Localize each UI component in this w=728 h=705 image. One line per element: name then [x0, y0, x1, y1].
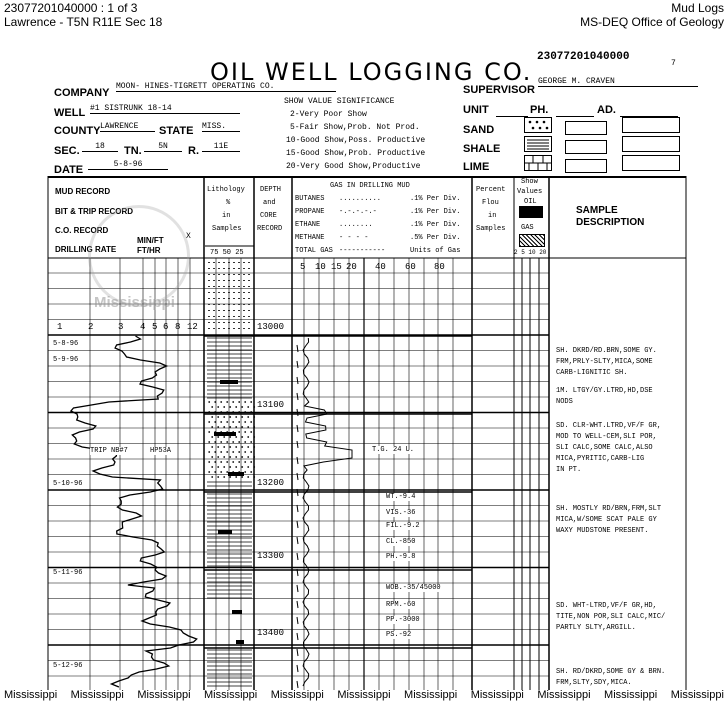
gas-row-name: PROPANE	[295, 208, 325, 216]
depth-header: RECORD	[257, 225, 283, 233]
mud-record-header: MUD RECORD	[55, 187, 111, 196]
supervisor-value: GEORGE M. CRAVEN	[538, 77, 698, 87]
depth-label: 13400	[257, 628, 285, 638]
state-value: MISS.	[202, 122, 240, 132]
date-marker: 5-12-96	[53, 662, 83, 670]
company-logo-title: OIL WELL LOGGING CO.	[210, 58, 533, 86]
depth-label: 13000	[257, 322, 285, 332]
rate-scale-tick: 12	[187, 322, 198, 332]
gas-scale-tick: 40	[375, 262, 386, 272]
x-mark: X	[186, 232, 191, 241]
footer-word: Mississippi	[404, 689, 458, 701]
gas-scale-tick: 60	[405, 262, 416, 272]
show-sig-item: 10-Good Show,Poss. Productive	[286, 136, 426, 145]
supervisor-label: SUPERVISOR	[463, 84, 535, 96]
rate-scale-tick: 2	[88, 322, 94, 332]
r-label: R.	[188, 145, 199, 157]
lithology-header: Lithology	[207, 186, 245, 194]
footer-word: Mississippi	[270, 689, 324, 701]
gas-row-name: BUTANES	[295, 195, 325, 203]
well-label: WELL	[54, 107, 86, 119]
county-value: LAWRENCE	[100, 122, 155, 132]
show-sig-item: 15-Good Show,Prob. Productive	[286, 149, 426, 158]
depth-label: 13100	[257, 400, 285, 410]
well-location: Lawrence - T5N R11E Sec 18	[4, 15, 163, 29]
gas-scale-tick: 15	[331, 262, 342, 272]
gas-row-name: TOTAL GAS	[295, 247, 333, 255]
drilling-parameter: PP.-3000	[386, 616, 420, 624]
rate-scale-tick: 3	[118, 322, 124, 332]
date-marker: 5-9-96	[53, 356, 79, 364]
gas-label: GAS	[521, 224, 534, 232]
api-number: 23077201040000	[537, 51, 630, 63]
ph-label: PH.	[530, 104, 549, 116]
ft-hr-label: FT/HR	[137, 246, 161, 255]
gas-scale-tick: 10	[315, 262, 326, 272]
date-marker: 5-11-96	[53, 569, 83, 577]
show-sig-item: 5-Fair Show,Prob. Not Prod.	[290, 123, 420, 132]
county-label: COUNTY	[54, 125, 101, 137]
document-id-pages: 23077201040000 : 1 of 3	[4, 1, 138, 15]
sample-description: 1M. LTGY/GY.LTRD,HD,DSE NODS	[556, 387, 653, 406]
state-label: STATE	[159, 125, 194, 137]
gas-row-line: ..........	[339, 195, 382, 203]
sample-description: SD. WHT-LTRD,VF/F GR,HD, TITE,NON POR,SLI CALC,MIC/ PARTLY SLTY,ARGILL.	[556, 602, 666, 632]
footer-word: Mississippi	[70, 689, 124, 701]
depth-label: 13200	[257, 478, 285, 488]
watermark-seal-icon	[88, 205, 190, 307]
gas-row-line: -.-.-.-.-	[339, 208, 377, 216]
lithology-header: %	[226, 199, 231, 207]
gas-row-name: METHANE	[295, 234, 325, 242]
sec-value: 18	[82, 142, 118, 152]
gas-row-line: ........	[339, 221, 373, 229]
rate-scale-tick: 5	[152, 322, 158, 332]
drilling-parameter: PS.-92	[386, 631, 412, 639]
drilling-parameter: WOB.-35/45000	[386, 584, 441, 592]
percent-flou-header: in	[488, 212, 497, 220]
bit-trip-header: BIT & TRIP RECORD	[55, 207, 134, 216]
show-sig-item: 20-Very Good Show,Productive	[286, 162, 421, 171]
lithology-scale: 75 50 25	[210, 249, 244, 257]
mud-property: CL.-850	[386, 538, 416, 546]
shale-label: SHALE	[463, 143, 501, 155]
sand-label: SAND	[463, 124, 495, 136]
percent-flou-header: Flou	[482, 199, 499, 207]
show-scale: 2 5 10 20	[514, 249, 547, 256]
gas-row-name: ETHANE	[295, 221, 321, 229]
lithology-header: Samples	[212, 225, 242, 233]
well-value: #1 SISTRUNK 18-14	[90, 104, 240, 114]
footer-word: Mississippi	[470, 689, 524, 701]
sample-description: SH. RD/DKRD,SOME GY & BRN. FRM,SLTY,SDY,MICA.	[556, 668, 666, 687]
gas-row-line: -----------	[339, 247, 386, 255]
show-values-header: Show	[521, 178, 538, 186]
date-marker: 5-10-96	[53, 480, 83, 488]
mud-property: WT.-9.4	[386, 493, 416, 501]
watermark-text: Mississippi	[94, 294, 175, 311]
company-value: MOON- HINES-TIGRETT OPERATING CO.	[116, 82, 336, 92]
sample-description: SD. CLR-WHT.LTRD,VF/F GR, MOD TO WELL-CEM,SLI POR, SLI CALC,SOME CALC,ALSO MICA,PYRITIC,CARB-LIG IN PT.	[556, 422, 662, 474]
r-value: 11E	[202, 142, 240, 152]
gas-row-value: Units of Gas	[410, 247, 461, 255]
co-record-header: C.O. RECORD	[55, 226, 109, 235]
footer-word: Mississippi	[337, 689, 391, 701]
gas-row-value: .1% Per Div.	[410, 221, 461, 229]
drilling-parameter: RPM.-60	[386, 601, 416, 609]
depth-header: DEPTH	[260, 186, 282, 194]
gas-scale-tick: 5	[300, 262, 306, 272]
mud-property: VIS.-36	[386, 509, 416, 517]
date-value: 5-8-96	[88, 160, 168, 170]
document-type: Mud Logs	[671, 1, 724, 15]
footer-word: Mississippi	[137, 689, 191, 701]
sample-description: SH. DKRD/RD.BRN,SOME GY. FRM,PRLY-SLTY,MICA,SOME CARB-LIGNITIC SH.	[556, 347, 657, 377]
depth-label: 13300	[257, 551, 285, 561]
mud-property: FIL.-9.2	[386, 522, 420, 530]
unit-label: UNIT	[463, 104, 489, 116]
footer-watermark-row	[0, 689, 728, 705]
agency-name: MS-DEQ Office of Geology	[580, 15, 724, 29]
tn-value: 5N	[144, 142, 182, 152]
footer-word: Mississippi	[204, 689, 258, 701]
sample-description-header: SAMPLE	[576, 205, 618, 216]
show-significance-title: SHOW VALUE SIGNIFICANCE	[284, 97, 395, 106]
show-values-header: Values	[517, 188, 543, 196]
sec-label: SEC.	[54, 145, 80, 157]
mud-property: PH.-9.8	[386, 553, 416, 561]
gas-scale-tick: 20	[346, 262, 357, 272]
ad-label: AD.	[597, 104, 616, 116]
gas-title: GAS IN DRILLING MUD	[330, 182, 410, 190]
depth-header: and	[263, 199, 276, 207]
show-sig-item: 2-Very Poor Show	[290, 110, 367, 119]
lithology-header: in	[222, 212, 231, 220]
footer-word: Mississippi	[670, 689, 724, 701]
percent-flou-header: Percent	[476, 186, 506, 194]
footer-word: Mississippi	[4, 689, 58, 701]
rate-scale-tick: 8	[175, 322, 181, 332]
tn-label: TN.	[124, 145, 142, 157]
footer-word: Mississippi	[604, 689, 658, 701]
corner-number: 7	[671, 59, 676, 68]
sample-description: SH. MOSTLY RD/BRN,FRM,SLT MICA,W/SOME SCAT PALE GY WAXY MUDSTONE PRESENT.	[556, 505, 662, 535]
min-ft-label: MIN/FT	[137, 236, 164, 245]
rate-scale-tick: 4	[140, 322, 146, 332]
trip-note: TRIP NB#7	[90, 447, 128, 455]
rate-scale-tick: 1	[57, 322, 63, 332]
gas-row-value: .1% Per Div.	[410, 195, 461, 203]
gas-row-value: .5% Per Div.	[410, 234, 461, 242]
total-gas-note: T.G. 24 U.	[372, 446, 415, 454]
gas-row-line: - - - -	[339, 234, 369, 242]
gas-row-value: .1% Per Div.	[410, 208, 461, 216]
date-marker: 5-8-96	[53, 340, 79, 348]
bit-note: HP53A	[150, 447, 172, 455]
footer-word: Mississippi	[537, 689, 591, 701]
drilling-rate-header: DRILLING RATE	[55, 245, 117, 254]
gas-scale-tick: 80	[434, 262, 445, 272]
lime-label: LIME	[463, 161, 490, 173]
rate-scale-tick: 6	[163, 322, 169, 332]
company-label: COMPANY	[54, 87, 110, 99]
percent-flou-header: Samples	[476, 225, 506, 233]
depth-header: CORE	[260, 212, 277, 220]
sample-description-header: DESCRIPTION	[576, 217, 645, 228]
date-label: DATE	[54, 164, 84, 176]
oil-label: OIL	[524, 198, 537, 206]
